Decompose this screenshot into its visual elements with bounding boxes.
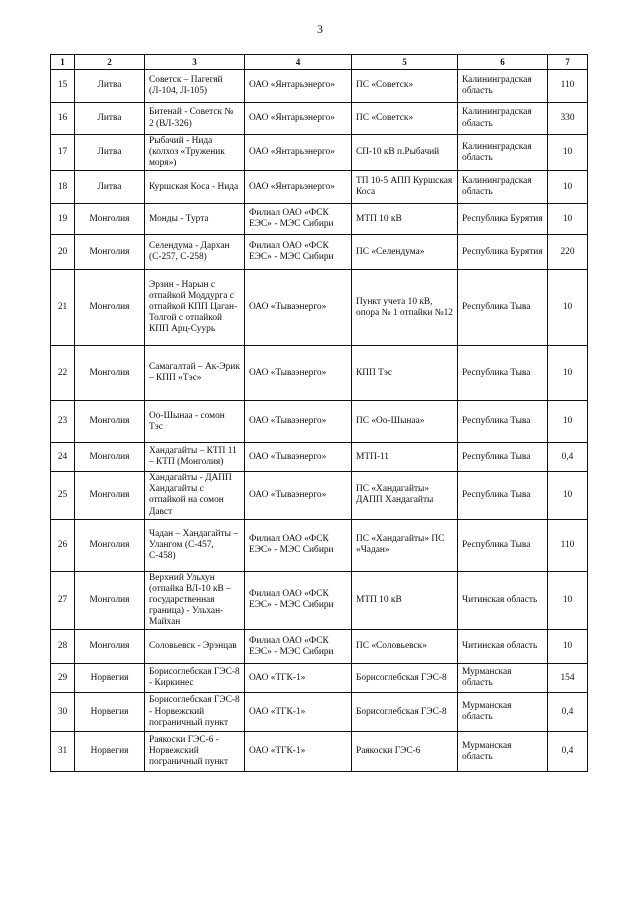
country-cell: Монголия: [75, 235, 145, 270]
row-number: 22: [51, 346, 75, 401]
region-cell: Республика Тыва: [458, 443, 548, 472]
owner-cell: ОАО «Янтарьэнерго»: [245, 70, 352, 103]
region-cell: Читинская область: [458, 571, 548, 629]
owner-cell: ОАО «Тываэнерго»: [245, 472, 352, 519]
owner-cell: ОАО «Янтарьэнерго»: [245, 135, 352, 171]
country-cell: Монголия: [75, 204, 145, 235]
header-cell: 1: [51, 55, 75, 70]
table-row: [51, 472, 588, 519]
owner-cell: Филиал ОАО «ФСК ЕЭС» - МЭС Сибири: [245, 571, 352, 629]
header-cell: 7: [548, 55, 588, 70]
owner-cell: ОАО «Тываэнерго»: [245, 346, 352, 401]
country-cell: Монголия: [75, 401, 145, 443]
connection-point-cell: МТП-11: [352, 443, 458, 472]
line-name-cell: Борисоглебская ГЭС-8 - Киркинес: [145, 664, 245, 693]
owner-cell: ОАО «Тываэнерго»: [245, 270, 352, 346]
page-number: 3: [317, 22, 323, 36]
table-row: [51, 135, 588, 171]
voltage-cell: 10: [548, 204, 588, 235]
row-number: 25: [51, 472, 75, 519]
table-row: [51, 693, 588, 732]
row-number: 27: [51, 571, 75, 629]
owner-cell: Филиал ОАО «ФСК ЕЭС» - МЭС Сибири: [245, 519, 352, 571]
connection-point-cell: ПС «Советск»: [352, 70, 458, 103]
row-number: 18: [51, 171, 75, 204]
row-number: 29: [51, 664, 75, 693]
row-number: 20: [51, 235, 75, 270]
country-cell: Монголия: [75, 519, 145, 571]
owner-cell: Филиал ОАО «ФСК ЕЭС» - МЭС Сибири: [245, 630, 352, 664]
table-row: [51, 270, 588, 346]
voltage-cell: 10: [548, 571, 588, 629]
table-header-row: [51, 55, 588, 70]
country-cell: Литва: [75, 70, 145, 103]
owner-cell: Филиал ОАО «ФСК ЕЭС» - МЭС Сибири: [245, 204, 352, 235]
line-name-cell: Советск – Пагегяй (Л-104, Л-105): [145, 70, 245, 103]
region-cell: Читинская область: [458, 630, 548, 664]
voltage-cell: 10: [548, 346, 588, 401]
row-number: 17: [51, 135, 75, 171]
owner-cell: ОАО «Янтарьэнерго»: [245, 171, 352, 204]
header-cell: 5: [352, 55, 458, 70]
connection-point-cell: ПС «Оо-Шынаа»: [352, 401, 458, 443]
voltage-cell: 110: [548, 70, 588, 103]
voltage-cell: 154: [548, 664, 588, 693]
region-cell: Калининградская область: [458, 135, 548, 171]
connection-point-cell: Раякоски ГЭС-6: [352, 732, 458, 772]
connection-point-cell: СП-10 кВ п.Рыбачий: [352, 135, 458, 171]
country-cell: Монголия: [75, 346, 145, 401]
region-cell: Мурманская область: [458, 732, 548, 772]
line-name-cell: Монды - Турта: [145, 204, 245, 235]
region-cell: Республика Тыва: [458, 472, 548, 519]
connection-point-cell: Пункт учета 10 кВ, опора № 1 отпайки №12: [352, 270, 458, 346]
header-cell: 3: [145, 55, 245, 70]
voltage-cell: 110: [548, 519, 588, 571]
voltage-cell: 0,4: [548, 732, 588, 772]
connection-point-cell: ПС «Хандагайты» ДАПП Хандагайты: [352, 472, 458, 519]
line-name-cell: Оо-Шынаа - сомон Тэс: [145, 401, 245, 443]
connection-point-cell: ПС «Селендума»: [352, 235, 458, 270]
line-name-cell: Куршская Коса - Нида: [145, 171, 245, 204]
line-name-cell: Эрзин - Нарын с отпайкой Моддурга с отпайкой КПП Цаган-Толгой с отпайкой КПП Арц-Суурь: [145, 270, 245, 346]
voltage-cell: 10: [548, 135, 588, 171]
connection-point-cell: ТП 10-5 АПП Куршская Коса: [352, 171, 458, 204]
interconnection-table: [50, 54, 588, 772]
region-cell: Республика Бурятия: [458, 204, 548, 235]
voltage-cell: 10: [548, 630, 588, 664]
row-number: 28: [51, 630, 75, 664]
voltage-cell: 10: [548, 270, 588, 346]
region-cell: Мурманская область: [458, 693, 548, 732]
row-number: 24: [51, 443, 75, 472]
voltage-cell: 10: [548, 401, 588, 443]
table-row: [51, 346, 588, 401]
voltage-cell: 10: [548, 472, 588, 519]
region-cell: Мурманская область: [458, 664, 548, 693]
table-row: [51, 732, 588, 772]
region-cell: Республика Тыва: [458, 401, 548, 443]
connection-point-cell: ПС «Соловьевск»: [352, 630, 458, 664]
row-number: 21: [51, 270, 75, 346]
owner-cell: ОАО «ТГК-1»: [245, 732, 352, 772]
region-cell: Республика Тыва: [458, 270, 548, 346]
line-name-cell: Битенай - Советск № 2 (ВЛ-326): [145, 103, 245, 135]
table-row: [51, 204, 588, 235]
country-cell: Литва: [75, 171, 145, 204]
region-cell: Калининградская область: [458, 171, 548, 204]
voltage-cell: 330: [548, 103, 588, 135]
header-cell: 2: [75, 55, 145, 70]
line-name-cell: Чадан – Хандагайты – Улангом (С-457, С-458): [145, 519, 245, 571]
row-number: 23: [51, 401, 75, 443]
row-number: 26: [51, 519, 75, 571]
header-cell: 6: [458, 55, 548, 70]
line-name-cell: Рыбачий - Нида (колхоз «Труженик моря»): [145, 135, 245, 171]
country-cell: Литва: [75, 103, 145, 135]
line-name-cell: Хандагайты – КТП 11 – КТП (Монголия): [145, 443, 245, 472]
owner-cell: ОАО «ТГК-1»: [245, 693, 352, 732]
table-row: [51, 664, 588, 693]
country-cell: Монголия: [75, 571, 145, 629]
country-cell: Литва: [75, 135, 145, 171]
country-cell: Монголия: [75, 270, 145, 346]
voltage-cell: 220: [548, 235, 588, 270]
table-row: [51, 519, 588, 571]
table-row: [51, 103, 588, 135]
region-cell: Калининградская область: [458, 70, 548, 103]
region-cell: Республика Тыва: [458, 346, 548, 401]
connection-point-cell: ПС «Советск»: [352, 103, 458, 135]
row-number: 30: [51, 693, 75, 732]
connection-point-cell: Борисоглебская ГЭС-8: [352, 664, 458, 693]
region-cell: Республика Тыва: [458, 519, 548, 571]
table-row: [51, 171, 588, 204]
owner-cell: ОАО «Тываэнерго»: [245, 401, 352, 443]
voltage-cell: 0,4: [548, 443, 588, 472]
country-cell: Норвегия: [75, 664, 145, 693]
connection-point-cell: МТП 10 кВ: [352, 204, 458, 235]
region-cell: Калининградская область: [458, 103, 548, 135]
country-cell: Монголия: [75, 472, 145, 519]
row-number: 16: [51, 103, 75, 135]
table-row: [51, 630, 588, 664]
owner-cell: ОАО «Тываэнерго»: [245, 443, 352, 472]
line-name-cell: Верхний Ульхун (отпайка ВЛ-10 кВ – государственная граница) - Ульхан-Майхан: [145, 571, 245, 629]
row-number: 19: [51, 204, 75, 235]
table-row: [51, 70, 588, 103]
country-cell: Монголия: [75, 443, 145, 472]
connection-point-cell: КПП Тэс: [352, 346, 458, 401]
voltage-cell: 10: [548, 171, 588, 204]
connection-point-cell: ПС «Хандагайты» ПС «Чадан»: [352, 519, 458, 571]
table-row: [51, 443, 588, 472]
line-name-cell: Соловьевск - Эрэнцав: [145, 630, 245, 664]
connection-point-cell: МТП 10 кВ: [352, 571, 458, 629]
country-cell: Норвегия: [75, 693, 145, 732]
line-name-cell: Борисоглебская ГЭС-8 - Норвежский пограничный пункт: [145, 693, 245, 732]
header-cell: 4: [245, 55, 352, 70]
table-row: [51, 571, 588, 629]
table-row: [51, 235, 588, 270]
voltage-cell: 0,4: [548, 693, 588, 732]
owner-cell: ОАО «ТГК-1»: [245, 664, 352, 693]
owner-cell: Филиал ОАО «ФСК ЕЭС» - МЭС Сибири: [245, 235, 352, 270]
region-cell: Республика Бурятия: [458, 235, 548, 270]
country-cell: Монголия: [75, 630, 145, 664]
table-row: [51, 401, 588, 443]
connection-point-cell: Борисоглебская ГЭС-8: [352, 693, 458, 732]
row-number: 15: [51, 70, 75, 103]
line-name-cell: Раякоски ГЭС-6 - Норвежский пограничный пункт: [145, 732, 245, 772]
line-name-cell: Селендума - Дархан (С-257, С-258): [145, 235, 245, 270]
line-name-cell: Хандагайты - ДАПП Хандагайты с отпайкой на сомон Давст: [145, 472, 245, 519]
line-name-cell: Самагалтай – Ак-Эрик – КПП «Тэс»: [145, 346, 245, 401]
row-number: 31: [51, 732, 75, 772]
country-cell: Норвегия: [75, 732, 145, 772]
owner-cell: ОАО «Янтарьэнерго»: [245, 103, 352, 135]
